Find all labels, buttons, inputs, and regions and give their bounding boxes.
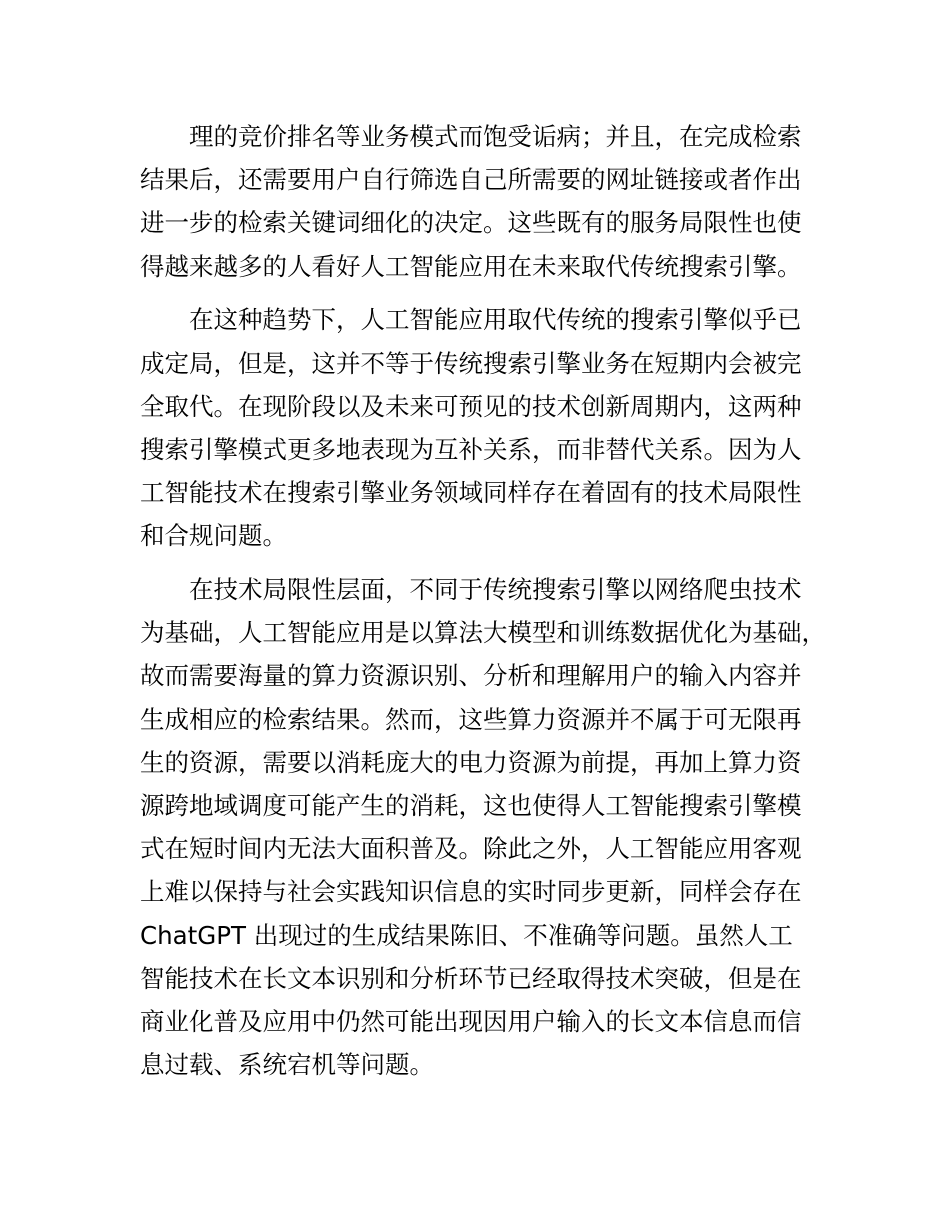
paragraph-line: 进一步的检索关键词细化的决定。这些既有的服务局限性也使 — [140, 208, 802, 238]
paragraph-line: 理的竞价排名等业务模式而饱受诟病；并且，在完成检索 — [189, 122, 802, 151]
paragraph-line: 式在短时间内无法大面积普及。除此之外，人工智能应用客观 — [140, 834, 802, 864]
paragraph-line: ChatGPT 出现过的生成结果陈旧、不准确等问题。虽然人工 — [140, 920, 793, 950]
paragraph-2 — [140, 298, 840, 557]
paragraph-line: 息过载、系统宕机等问题。 — [140, 1050, 434, 1080]
paragraph-line: 智能技术在长文本识别和分析环节已经取得技术突破，但是在 — [140, 963, 802, 993]
paragraph-line: 源跨地域调度可能产生的消耗，这也使得人工智能搜索引擎模 — [140, 791, 802, 820]
paragraph-line: 生成相应的检索结果。然而，这些算力资源并不属于可无限再 — [140, 704, 802, 734]
paragraph-line: 结果后，还需要用户自行筛选自己所需要的网址链接或者作出 — [140, 165, 802, 195]
paragraph-3 — [140, 568, 840, 1086]
paragraph-line: 成定局，但是，这并不等于传统搜索引擎业务在短期内会被完 — [140, 348, 802, 378]
paragraph-line: 工智能技术在搜索引擎业务领域同样存在着固有的技术局限性 — [140, 478, 802, 508]
paragraph-line: 上难以保持与社会实践知识信息的实时同步更新，同样会存在 — [140, 877, 802, 907]
paragraph-line: 商业化普及应用中仍然可能出现因用户输入的长文本信息而信 — [140, 1006, 802, 1036]
paragraph-line: 在这种趋势下，人工智能应用取代传统的搜索引擎似乎已 — [189, 305, 802, 335]
paragraph-line: 搜索引擎模式更多地表现为互补关系，而非替代关系。因为人 — [140, 434, 802, 464]
paragraph-1 — [140, 115, 840, 288]
paragraph-line: 故而需要海量的算力资源识别、分析和理解用户的输入内容并 — [140, 661, 802, 691]
paragraph-line: 全取代。在现阶段以及未来可预见的技术创新周期内，这两种 — [140, 391, 802, 421]
paragraph-line: 生的资源，需要以消耗庞大的电力资源为前提，再加上算力资 — [140, 747, 802, 777]
paragraph-line: 得越来越多的人看好人工智能应用在未来取代传统搜索引擎。 — [140, 251, 802, 281]
paragraph-line: 在技术局限性层面，不同于传统搜索引擎以网络爬虫技术 — [189, 575, 802, 605]
body-text — [140, 115, 840, 1097]
paragraph-line: 和合规问题。 — [140, 521, 287, 551]
paragraph-line: 为基础，人工智能应用是以算法大模型和训练数据优化为基础， — [140, 618, 826, 648]
